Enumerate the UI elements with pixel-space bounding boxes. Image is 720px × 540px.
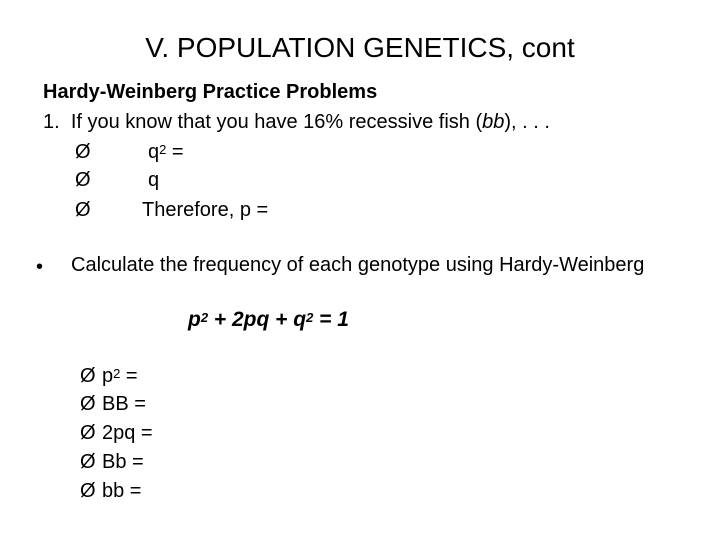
step-q: q <box>148 169 160 191</box>
problem-genotype: bb <box>482 111 505 133</box>
arrow-bullet-icon: Ø <box>80 480 96 502</box>
genotype-item-p2: Ø $p^2$ = <box>80 365 138 387</box>
problem-text-after: ), . . . <box>504 111 550 133</box>
bullet-icon: • <box>36 256 44 278</box>
arrow-bullet-icon: Ø <box>80 422 96 444</box>
problem-number: 1. <box>43 111 60 133</box>
arrow-bullet-icon: Ø <box>75 169 91 191</box>
arrow-bullet-icon: Ø <box>80 451 96 473</box>
problem-statement <box>43 110 550 134</box>
genotype-item-bb-recessive: Ø bb = <box>80 480 142 502</box>
genotype-item-heterozygous: Ø Bb = <box>80 451 144 473</box>
step-q-squared: $q^2$ = <box>148 141 184 163</box>
arrow-bullet-icon: Ø <box>75 141 91 163</box>
genotype-item-bb-dominant: Ø BB = <box>80 393 146 415</box>
slide-title: V. POPULATION GENETICS, cont <box>145 32 575 63</box>
step-therefore-p: Therefore, p = <box>142 199 269 221</box>
problem-text-before: If you know that you have 16% recessive fish ( <box>70 111 483 133</box>
calc-instruction: Calculate the frequency of each genotype using Hardy-Weinberg <box>71 254 645 276</box>
arrow-bullet-icon: Ø <box>80 393 96 415</box>
arrow-bullet-icon: Ø <box>75 199 91 221</box>
arrow-bullet-icon: Ø <box>80 365 96 387</box>
genotype-item-2pq: Ø 2pq = <box>80 422 153 444</box>
subtitle: Hardy-Weinberg Practice Problems <box>43 81 378 103</box>
hardy-weinberg-equation: $p^2 + 2pq + q^2 = 1$ <box>188 308 349 331</box>
